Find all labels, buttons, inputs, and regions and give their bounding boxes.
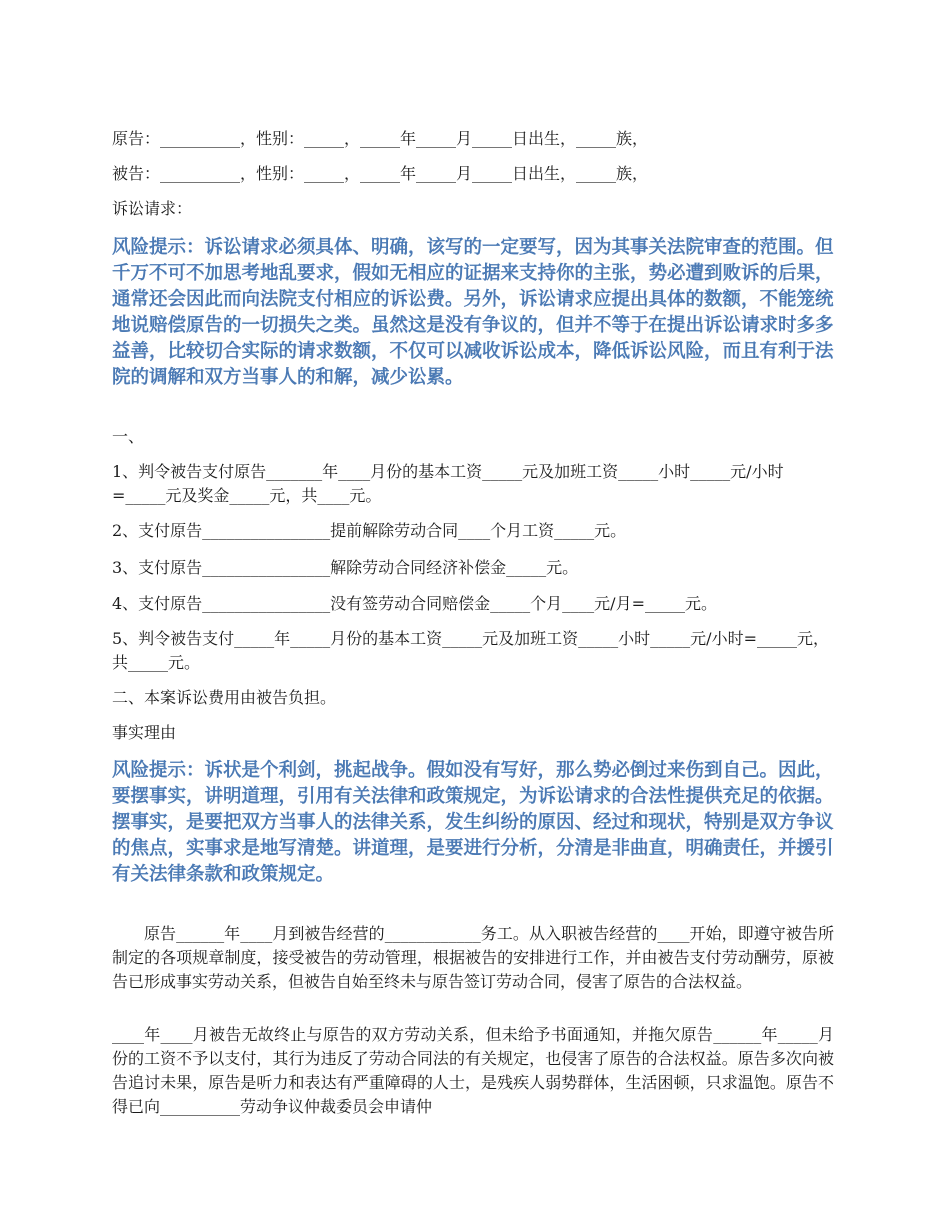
plaintiff-line: 原告：__________，性别：_____，_____年_____月_____日出生，_____族，	[112, 129, 649, 148]
section-two-line: 二、本案诉讼费用由被告负担。	[112, 688, 337, 707]
risk-tip-claims: 风险提示：诉讼请求必须具体、明确，该写的一定要写，因为其事关法院审查的范围。但千万不可不加思考地乱要求，假如无相应的证据来支持你的主张，势必遭到败诉的后果，通常还会因此而向法院支付相应的诉讼费。另外，诉讼请求应提出具体的数额，不能笼统地说赔偿原告的一切损失之类。虽然这是没有争议的，但并不等于在提出诉讼请求时多多益善，比较切合实际的请求数额，不仅可以减收诉讼成本，降低诉讼风险，而且有利于法院的调解和双方当事人的和解，减少讼累。	[112, 237, 834, 388]
defendant-line: 被告：__________，性别：_____，_____年_____月_____日出生，_____族，	[112, 164, 649, 183]
claim-item-3: 3、支付原告________________解除劳动合同经济补偿金_____元。	[112, 558, 579, 577]
facts-heading: 事实理由	[112, 723, 177, 742]
facts-paragraph-2: ____年____月被告无故终止与原告的双方劳动关系，但未给予书面通知，并拖欠原告______年_____月份的工资不予以支付，其行为违反了劳动合同法的有关规定，也侵害了原告的合法权益。原告多次向被告追讨未果，原告是听力和表达有严重障碍的人士，是残疾人弱势群体，生活困顿，只求温饱。原告不得已向__________劳动争议仲裁委员会申请仲	[112, 1025, 834, 1116]
claim-item-4: 4、支付原告________________没有签劳动合同赔偿金_____个月____元/月=_____元。	[112, 594, 717, 613]
facts-paragraph-1: 原告______年____月到被告经营的____________务工。从入职被告经营的____开始，即遵守被告所制定的各项规章制度，接受被告的劳动管理，根据被告的安排进行工作，并由被告支付劳动酬劳，原被告已形成事实劳动关系，但被告自始至终未与原告签订劳动合同，侵害了原告的合法权益。	[112, 924, 834, 991]
claims-heading: 诉讼请求：	[112, 199, 193, 218]
risk-tip-facts: 风险提示：诉状是个利剑，挑起战争。假如没有写好，那么势必倒过来伤到自己。因此，要摆事实，讲明道理，引用有关法律和政策规定，为诉讼请求的合法性提供充足的依据。摆事实，是要把双方当事人的法律关系，发生纠纷的原因、经过和现状，特别是双方争议的焦点，实事求是地写清楚。讲道理，是要进行分析，分清是非曲直，明确责任，并援引有关法律条款和政策规定。	[112, 760, 834, 885]
claim-item-5: 5、判令被告支付_____年_____月份的基本工资_____元及加班工资_____小时_____元/小时=_____元，共_____元。	[112, 629, 829, 672]
section-one-heading: 一、	[112, 427, 145, 446]
claim-item-1: 1、判令被告支付原告_______年____月份的基本工资_____元及加班工资_____小时_____元/小时=_____元及奖金_____元，共____元。	[112, 462, 784, 505]
claim-item-2: 2、支付原告________________提前解除劳动合同____个月工资_____元。	[112, 521, 627, 540]
